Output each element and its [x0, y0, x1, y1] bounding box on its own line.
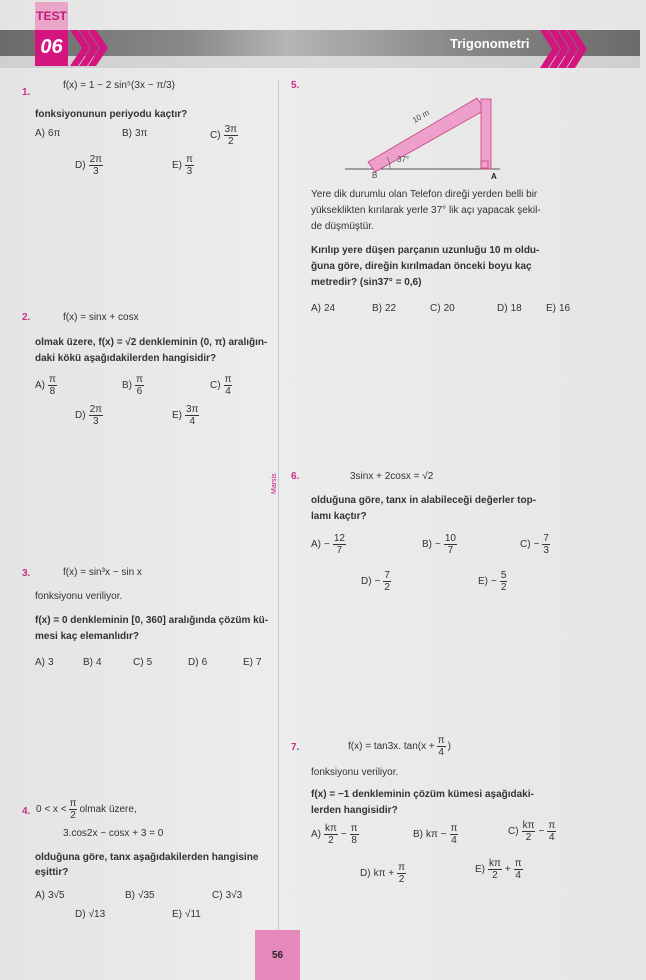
q1-prompt: fonksiyonunun periyodu kaçtır? [35, 109, 188, 120]
q2-option-a[interactable]: A) $\frac{\pi}{8}$ [35, 374, 56, 397]
q5-desc-3: de düşmüştür. [311, 221, 374, 232]
q3-formula: f(x) = sin³x − sin x [63, 567, 142, 578]
q6-option-c[interactable]: C) − $\frac{7}{3}$ [520, 533, 549, 556]
q7-option-c[interactable]: C) $\frac{k\pi}{2}$ − $\frac{\pi}{4}$ [508, 820, 556, 843]
q7-option-d[interactable]: D) kπ + $\frac{\pi}{2}$ [360, 862, 405, 885]
q1-option-b[interactable]: B) 3π [122, 128, 148, 139]
subject-title: Trigonometri [450, 36, 530, 51]
q7-option-e[interactable]: E) $\frac{k\pi}{2}$ + $\frac{\pi}{4}$ [475, 858, 522, 881]
q7-prompt-1: f(x) = −1 denkleminin çözüm kümesi aşağıdaki- [311, 789, 534, 800]
q5-length-label: 10 m [410, 108, 431, 125]
q2-option-e[interactable]: E) $\frac{3\pi}{4}$ [172, 404, 199, 427]
q5-option-a[interactable]: A) 24 [311, 303, 336, 314]
publisher-logo: Marsis [271, 473, 278, 494]
q5-point-b: B [372, 171, 378, 180]
chevrons-icon [70, 28, 110, 68]
q3-option-e[interactable]: E) 7 [243, 657, 262, 668]
q4-option-d[interactable]: D) √13 [75, 909, 106, 920]
q4-option-c[interactable]: C) 3√3 [212, 890, 243, 901]
question-number: 5. [291, 80, 300, 91]
column-divider [278, 80, 279, 930]
q5-desc-2: yükseklikten kırılarak yerle 37° lik açı yapacak şekil- [311, 205, 541, 216]
q1-option-d[interactable]: D) $\frac{2\pi}{3}$ [75, 154, 103, 177]
q3-option-c[interactable]: C) 5 [133, 657, 153, 668]
q2-prompt-1: olmak üzere, f(x) = √2 denkleminin (0, π) aralığın- [35, 337, 268, 348]
pole-stub [481, 99, 491, 169]
q7-prompt-2: lerden hangisidir? [311, 805, 398, 816]
q6-option-e[interactable]: E) − $\frac{5}{2}$ [478, 570, 507, 593]
q4-condition: 0 < x < $\frac{\pi}{2}$ olmak üzere, [36, 798, 137, 821]
question-number: 4. [22, 806, 31, 817]
q2-option-b[interactable]: B) $\frac{\pi}{6}$ [122, 374, 143, 397]
q5-angle-label: 37° [397, 155, 410, 164]
test-label: TEST [35, 2, 68, 30]
q7-option-a[interactable]: A) $\frac{k\pi}{2}$ − $\frac{\pi}{8}$ [311, 823, 358, 846]
q2-option-c[interactable]: C) $\frac{\pi}{4}$ [210, 374, 232, 397]
question-number: 6. [291, 471, 300, 482]
q6-prompt-2: lamı kaçtır? [311, 511, 367, 522]
q7-option-b[interactable]: B) kπ − $\frac{\pi}{4}$ [413, 823, 458, 846]
q1-option-e[interactable]: E) $\frac{\pi}{3}$ [172, 154, 193, 177]
page-number: 56 [271, 950, 284, 961]
q2-prompt-2: daki kökü aşağıdakilerden hangisidir? [35, 353, 217, 364]
question-number: 7. [291, 742, 300, 753]
q5-figure [345, 85, 525, 180]
q6-option-d[interactable]: D) − $\frac{7}{2}$ [361, 570, 390, 593]
q1-formula: f(x) = 1 − 2 sin⁵(3x − π/3) [63, 80, 175, 91]
q3-given: fonksiyonu veriliyor. [35, 591, 123, 602]
q7-formula: f(x) = tan3x. tan(x + $\frac{\pi}{4}$ ) [348, 735, 451, 758]
q6-option-b[interactable]: B) − $\frac{10}{7}$ [422, 533, 456, 556]
q3-prompt-2: mesi kaç elemanlıdır? [35, 631, 139, 642]
q6-option-a[interactable]: A) − $\frac{12}{7}$ [311, 533, 345, 556]
q5-option-e[interactable]: E) 16 [546, 303, 571, 314]
q5-option-d[interactable]: D) 18 [497, 303, 522, 314]
q6-prompt-1: olduğuna göre, tanx in alabileceği değerler top- [311, 495, 537, 506]
q4-prompt-1: olduğuna göre, tanx aşağıdakilerden hangisine [35, 852, 259, 863]
q5-prompt-1: Kırılıp yere düşen parçanın uzunluğu 10 m oldu- [311, 245, 540, 256]
q4-option-e[interactable]: E) √11 [172, 909, 201, 920]
q5-prompt-3: metredir? (sin37° = 0,6) [311, 277, 422, 288]
q5-prompt-2: ğuna göre, direğin kırılmadan önceki boyu kaç [311, 261, 532, 272]
chevrons-icon-right [540, 28, 588, 70]
q2-option-d[interactable]: D) $\frac{2\pi}{3}$ [75, 404, 103, 427]
test-number: 06 [35, 30, 68, 66]
q5-point-a: A [491, 172, 497, 181]
q1-option-a[interactable]: A) 6π [35, 128, 61, 139]
q4-prompt-2: eşittir? [35, 867, 69, 878]
q6-formula: 3sinx + 2cosx = √2 [350, 471, 434, 482]
q5-option-b[interactable]: B) 22 [372, 303, 397, 314]
q1-option-c[interactable]: C) $\frac{3\pi}{2}$ [210, 124, 238, 147]
q3-prompt-1: f(x) = 0 denkleminin [0, 360] aralığında çözüm kü- [35, 615, 269, 626]
q2-formula: f(x) = sinx + cosx [63, 312, 139, 323]
q4-option-a[interactable]: A) 3√5 [35, 890, 65, 901]
question-number: 1. [22, 87, 31, 98]
q3-option-d[interactable]: D) 6 [188, 657, 208, 668]
q3-option-a[interactable]: A) 3 [35, 657, 54, 668]
question-number: 3. [22, 568, 31, 579]
q7-given: fonksiyonu veriliyor. [311, 767, 399, 778]
q3-option-b[interactable]: B) 4 [83, 657, 102, 668]
question-number: 2. [22, 312, 31, 323]
q5-option-c[interactable]: C) 20 [430, 303, 455, 314]
q4-option-b[interactable]: B) √35 [125, 890, 155, 901]
q5-desc-1: Yere dik durumlu olan Telefon direği yerden belli bir [311, 189, 538, 200]
q4-formula: 3.cos2x − cosx + 3 = 0 [63, 828, 164, 839]
